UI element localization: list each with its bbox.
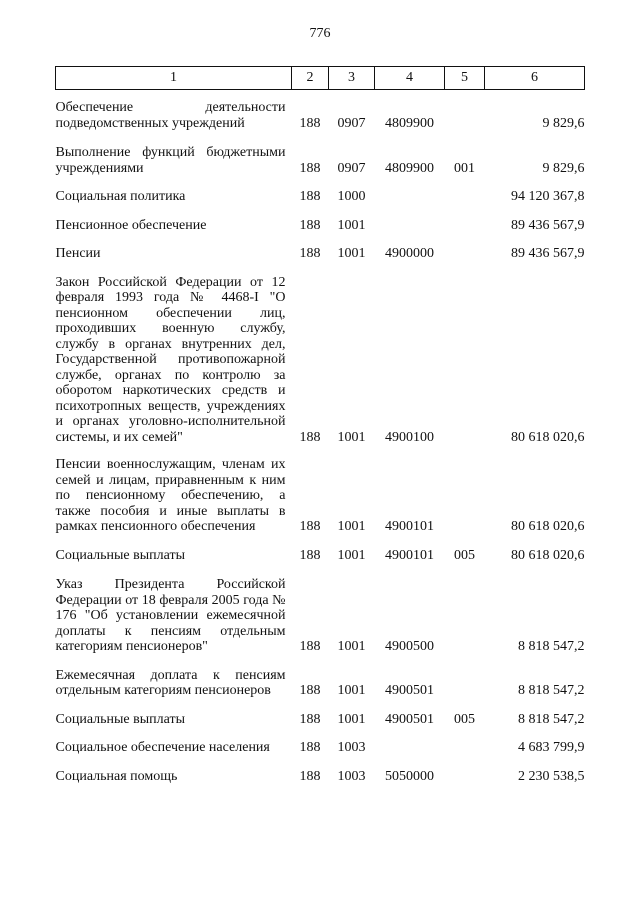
- row-c2-cell: 188: [299, 639, 321, 654]
- row-c3-cell: 0907: [337, 160, 366, 176]
- budget-table: [55, 66, 585, 784]
- header-col-6: 6: [485, 67, 585, 90]
- row-name-cell: Закон Российской Федерации от 12 февраля 1993 года № 4468-I "О пенсионном обеспечении лиц, проходивших военную службу, службу в органах внутренних дел, Государственной противопожарной службе, органах по контролю за оборотом наркотических средств и психотропных веществ, учреждениях и органах уголовно-исполнительной системы, и их семей": [55, 274, 286, 445]
- row-name-cell: Пенсии: [55, 246, 101, 261]
- row-c3-cell: 1001: [337, 519, 366, 534]
- row-c3-cell: 1001: [337, 639, 366, 654]
- row-c2-cell: 188: [299, 519, 321, 534]
- row-c3-cell: 0907: [337, 115, 366, 131]
- row-c4-cell: 5050000: [385, 768, 434, 784]
- row-c3-cell: 1000: [337, 189, 366, 204]
- row-c3-cell: 1003: [337, 740, 366, 755]
- row-c4-cell: 4809900: [385, 160, 434, 176]
- row-name-cell: Социальные выплаты: [55, 547, 186, 563]
- header-col-2: 2: [292, 67, 329, 90]
- row-c4-cell: 4900000: [385, 246, 434, 261]
- header-col-5: 5: [445, 67, 485, 90]
- table-row: [56, 445, 585, 535]
- row-c2-cell: 188: [299, 740, 321, 755]
- row-c6-cell: 9 829,6: [542, 160, 585, 176]
- row-name-cell: Выполнение функций бюджетными учреждениями: [55, 145, 286, 176]
- row-c5-cell: [445, 262, 485, 446]
- row-c5-cell: [445, 563, 485, 655]
- row-c2-cell: 188: [299, 217, 321, 233]
- row-c6-cell: 8 818 547,2: [518, 639, 585, 654]
- row-c6-cell: 89 436 567,9: [511, 217, 585, 233]
- table-row: [56, 205, 585, 234]
- row-c3-cell: 1001: [337, 683, 366, 698]
- row-c4-cell: 4900101: [385, 519, 434, 534]
- table-row: [56, 756, 585, 785]
- row-c2-cell: 188: [299, 160, 321, 176]
- row-c2-cell: 188: [299, 246, 321, 261]
- row-c5-cell: [445, 445, 485, 535]
- row-c5-cell: [445, 756, 485, 785]
- table-row: [56, 535, 585, 564]
- table-row: [56, 233, 585, 262]
- row-c3-cell: 1001: [337, 429, 366, 445]
- table-body: [56, 90, 585, 785]
- row-c4-cell: 4900100: [385, 429, 434, 445]
- row-name-cell: Пенсионное обеспечение: [55, 217, 207, 233]
- row-c5-cell: [445, 205, 485, 234]
- header-col-1: 1: [56, 67, 292, 90]
- row-name-cell: Социальная политика: [55, 189, 186, 204]
- table-row: [56, 563, 585, 655]
- header-col-3: 3: [329, 67, 375, 90]
- table-row: [56, 699, 585, 728]
- row-c5-cell: [445, 90, 485, 132]
- row-c4-cell: 4900501: [385, 711, 434, 727]
- row-c4-cell: [375, 727, 445, 756]
- row-name-cell: Пенсии военнослужащим, членам их семей и лицам, приравненным к ним по пенсионному обеспечению, а также пособия и иные выплаты в рамках пенсионного обеспечения: [55, 457, 286, 534]
- row-c6-cell: 89 436 567,9: [511, 246, 585, 261]
- row-c5-cell: [445, 655, 485, 699]
- table-row: [56, 262, 585, 446]
- row-c5-cell: [445, 176, 485, 205]
- row-c2-cell: 188: [299, 683, 321, 698]
- header-col-4: 4: [375, 67, 445, 90]
- row-c5-cell: [445, 233, 485, 262]
- row-c2-cell: 188: [299, 429, 321, 445]
- row-c6-cell: 8 818 547,2: [518, 711, 585, 727]
- table-row: [56, 90, 585, 132]
- row-name-cell: Социальная помощь: [55, 768, 178, 784]
- row-c6-cell: 4 683 799,9: [518, 740, 585, 755]
- row-c6-cell: 2 230 538,5: [518, 768, 585, 784]
- row-c3-cell: 1001: [337, 217, 366, 233]
- table-header: [56, 67, 585, 90]
- row-c2-cell: 188: [299, 547, 321, 563]
- row-c3-cell: 1001: [337, 246, 366, 261]
- row-c5-cell: [445, 727, 485, 756]
- row-c2-cell: 188: [299, 768, 321, 784]
- row-c4-cell: [375, 176, 445, 205]
- row-c5-cell: 001: [454, 160, 475, 176]
- row-c3-cell: 1001: [337, 547, 366, 563]
- row-name-cell: Социальное обеспечение населения: [55, 740, 270, 755]
- row-c6-cell: 8 818 547,2: [518, 683, 585, 698]
- row-c4-cell: [375, 205, 445, 234]
- row-c6-cell: 94 120 367,8: [511, 189, 585, 204]
- table-row: [56, 655, 585, 699]
- row-c5-cell: 005: [454, 711, 475, 727]
- row-c3-cell: 1003: [337, 768, 366, 784]
- row-name-cell: Ежемесячная доплата к пенсиям отдельным категориям пенсионеров: [55, 667, 286, 698]
- row-c6-cell: 80 618 020,6: [511, 429, 585, 445]
- table-row: [56, 176, 585, 205]
- row-c4-cell: 4900101: [385, 547, 434, 563]
- table-row: [56, 727, 585, 756]
- row-c2-cell: 188: [299, 189, 321, 204]
- row-c4-cell: 4809900: [385, 115, 434, 131]
- row-name-cell: Обеспечение деятельности подведомственных учреждений: [55, 100, 286, 131]
- header-row: [56, 67, 585, 90]
- row-c4-cell: 4900500: [385, 639, 434, 654]
- row-c5-cell: 005: [454, 547, 475, 563]
- row-c2-cell: 188: [299, 711, 321, 727]
- row-c3-cell: 1001: [337, 711, 366, 727]
- row-c6-cell: 80 618 020,6: [511, 547, 585, 563]
- row-c6-cell: 80 618 020,6: [511, 519, 585, 534]
- row-c4-cell: 4900501: [385, 683, 434, 698]
- row-c6-cell: 9 829,6: [542, 115, 585, 131]
- row-name-cell: Указ Президента Российской Федерации от 18 февраля 2005 года № 176 "Об установлении ежемесячной доплаты к пенсиям отдельным категориям пенсионеров": [55, 577, 286, 654]
- page-number: 776: [309, 26, 331, 41]
- table-row: [56, 131, 585, 176]
- row-c2-cell: 188: [299, 115, 321, 131]
- row-name-cell: Социальные выплаты: [55, 711, 186, 727]
